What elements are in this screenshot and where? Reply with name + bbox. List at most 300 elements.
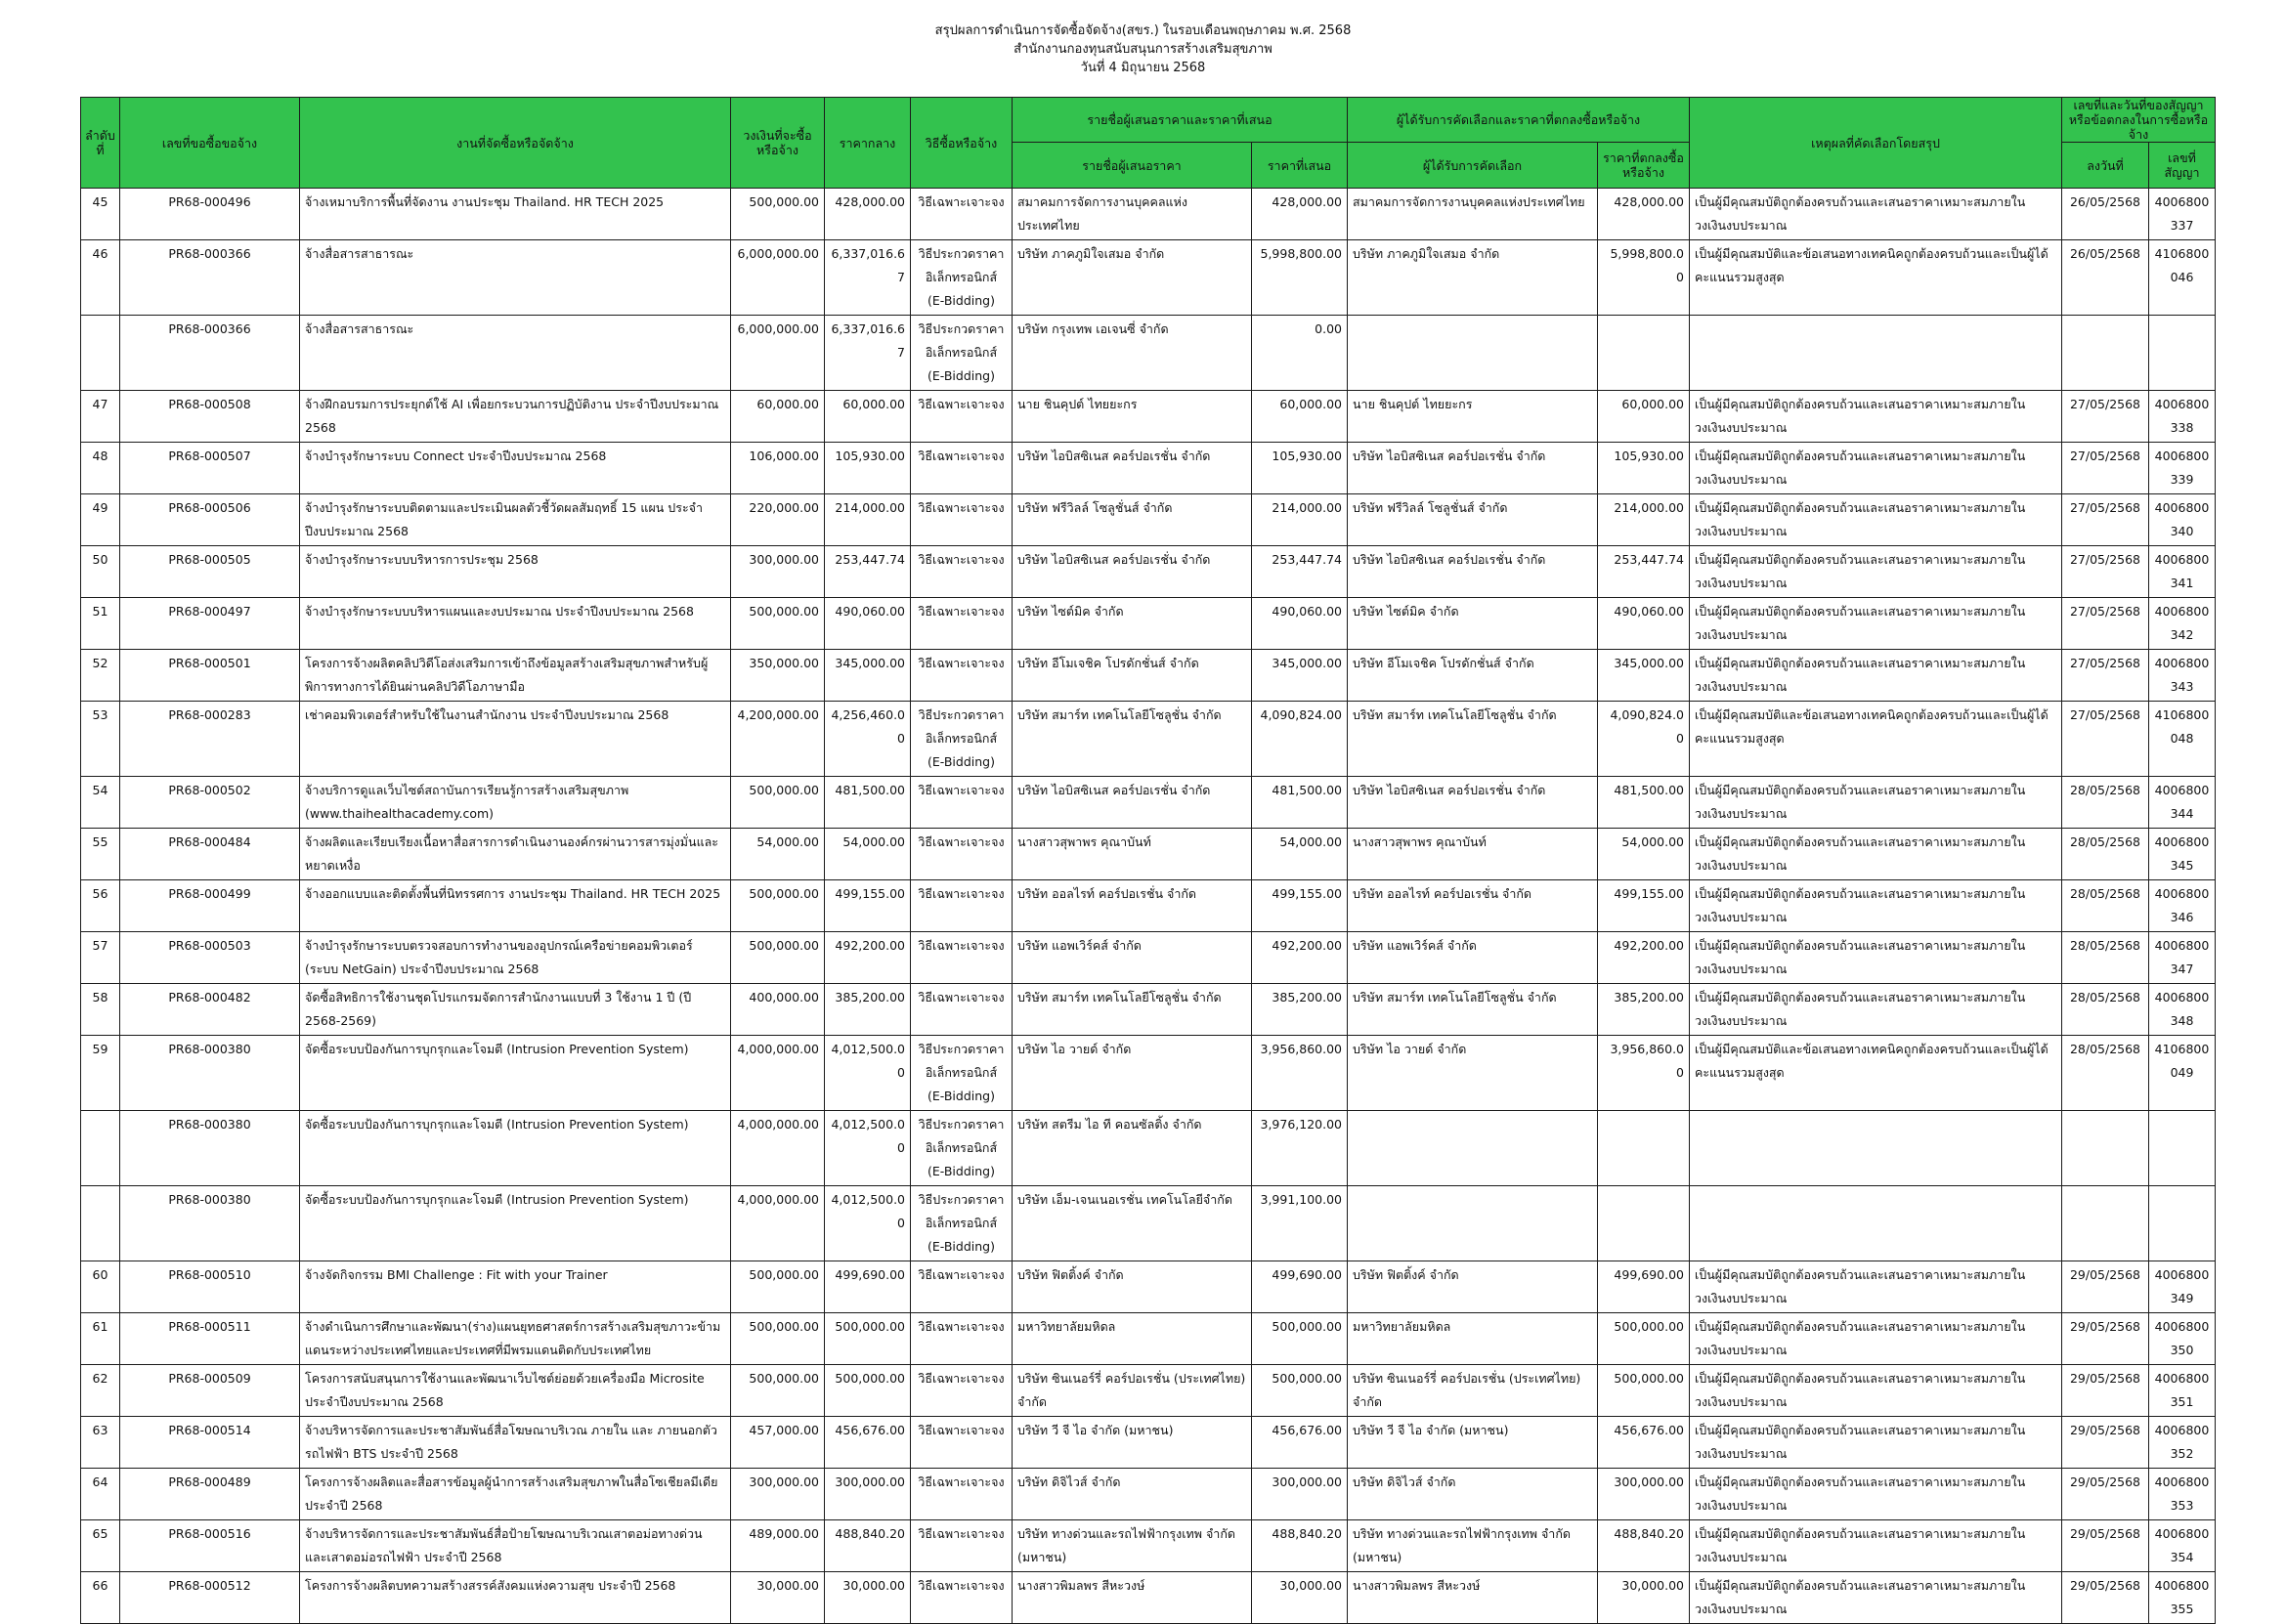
cell-budget: 457,000.00 [731,1417,825,1469]
cell-bidder: นางสาวสุพาพร คุณาบันท์ [1013,829,1252,880]
cell-date: 27/05/2568 [2062,391,2149,443]
cell-no: 56 [81,880,120,932]
cell-median: 490,060.00 [825,598,911,650]
table-row [81,316,2216,391]
cell-method: วิธีเฉพาะเจาะจง [911,932,1013,984]
cell-reason: เป็นผู้มีคุณสมบัติถูกต้องครบถ้วนและเสนอราคาเหมาะสมภายในวงเงินงบประมาณ [1690,189,2062,240]
cell-bid-price: 428,000.00 [1252,189,1348,240]
cell-date: 28/05/2568 [2062,984,2149,1036]
cell-contract-no: 4006800350 [2149,1313,2216,1365]
cell-budget: 4,000,000.00 [731,1036,825,1111]
table-row [81,1520,2216,1572]
cell-method: วิธีเฉพาะเจาะจง [911,1261,1013,1313]
cell-bidder: บริษัท ซินเนอร์รี่ คอร์ปอเรชั่น (ประเทศไทย) จำกัด [1013,1365,1252,1417]
cell-bid-price: 490,060.00 [1252,598,1348,650]
cell-agreed-price: 5,998,800.00 [1598,240,1690,316]
cell-method: วิธีเฉพาะเจาะจง [911,598,1013,650]
cell-winner: บริษัท ไอบิสซิเนส คอร์ปอเรชั่น จำกัด [1348,546,1598,598]
col-header-method: วิธีซื้อหรือจ้าง [911,98,1013,189]
cell-contract-no: 4006800341 [2149,546,2216,598]
cell-work: จ้างบำรุงรักษาระบบตรวจสอบการทำงานของอุปกรณ์เครือข่ายคอมพิวเตอร์ (ระบบ NetGain) ประจำปีงบประมาณ 2568 [300,932,731,984]
cell-bid-price: 488,840.20 [1252,1520,1348,1572]
cell-pr: PR68-000511 [120,1313,300,1365]
cell-reason: เป็นผู้มีคุณสมบัติถูกต้องครบถ้วนและเสนอราคาเหมาะสมภายในวงเงินงบประมาณ [1690,932,2062,984]
cell-pr: PR68-000482 [120,984,300,1036]
cell-no: 51 [81,598,120,650]
cell-median: 253,447.74 [825,546,911,598]
cell-pr: PR68-000503 [120,932,300,984]
cell-date: 29/05/2568 [2062,1417,2149,1469]
cell-bid-price: 105,930.00 [1252,443,1348,494]
cell-median: 214,000.00 [825,494,911,546]
cell-reason: เป็นผู้มีคุณสมบัติและข้อเสนอทางเทคนิคถูกต้องครบถ้วนและเป็นผู้ได้คะแนนรวมสูงสุด [1690,702,2062,777]
cell-contract-no [2149,316,2216,391]
cell-method: วิธีเฉพาะเจาะจง [911,880,1013,932]
cell-date [2062,1186,2149,1261]
cell-work: จัดซื้อระบบป้องกันการบุกรุกและโจมตี (Intrusion Prevention System) [300,1186,731,1261]
cell-bid-price: 0.00 [1252,316,1348,391]
cell-date [2062,1111,2149,1186]
table-row [81,1313,2216,1365]
cell-budget: 500,000.00 [731,1313,825,1365]
cell-median: 6,337,016.67 [825,316,911,391]
cell-contract-no: 4006800355 [2149,1572,2216,1624]
cell-bid-price: 3,956,860.00 [1252,1036,1348,1111]
cell-reason: เป็นผู้มีคุณสมบัติถูกต้องครบถ้วนและเสนอราคาเหมาะสมภายในวงเงินงบประมาณ [1690,1261,2062,1313]
cell-pr: PR68-000512 [120,1572,300,1624]
table-row [81,880,2216,932]
cell-reason [1690,316,2062,391]
cell-pr: PR68-000510 [120,1261,300,1313]
cell-median: 428,000.00 [825,189,911,240]
cell-contract-no: 4006800353 [2149,1469,2216,1520]
cell-budget: 500,000.00 [731,777,825,829]
cell-date: 28/05/2568 [2062,932,2149,984]
cell-reason: เป็นผู้มีคุณสมบัติถูกต้องครบถ้วนและเสนอราคาเหมาะสมภายในวงเงินงบประมาณ [1690,391,2062,443]
table-row [81,1036,2216,1111]
cell-agreed-price: 492,200.00 [1598,932,1690,984]
cell-budget: 500,000.00 [731,189,825,240]
cell-median: 54,000.00 [825,829,911,880]
cell-bidder: บริษัท ไอบิสซิเนส คอร์ปอเรชั่น จำกัด [1013,443,1252,494]
cell-no [81,1111,120,1186]
cell-agreed-price: 60,000.00 [1598,391,1690,443]
cell-method: วิธีประกวดราคาอิเล็กทรอนิกส์ (E-Bidding) [911,1036,1013,1111]
cell-pr: PR68-000514 [120,1417,300,1469]
report-header [0,21,2286,77]
cell-method: วิธีประกวดราคาอิเล็กทรอนิกส์ (E-Bidding) [911,316,1013,391]
col-header-agreed-price: ราคาที่ตกลงซื้อหรือจ้าง [1598,143,1690,189]
cell-budget: 4,000,000.00 [731,1111,825,1186]
cell-date: 29/05/2568 [2062,1572,2149,1624]
cell-pr: PR68-000506 [120,494,300,546]
cell-bid-price: 60,000.00 [1252,391,1348,443]
cell-method: วิธีเฉพาะเจาะจง [911,1313,1013,1365]
cell-reason: เป็นผู้มีคุณสมบัติถูกต้องครบถ้วนและเสนอราคาเหมาะสมภายในวงเงินงบประมาณ [1690,880,2062,932]
cell-median: 6,337,016.67 [825,240,911,316]
cell-median: 481,500.00 [825,777,911,829]
cell-bid-price: 500,000.00 [1252,1313,1348,1365]
cell-no: 66 [81,1572,120,1624]
cell-budget: 4,200,000.00 [731,702,825,777]
cell-contract-no [2149,1111,2216,1186]
cell-winner: บริษัท ไอ วายด์ จำกัด [1348,1036,1598,1111]
cell-date: 29/05/2568 [2062,1313,2149,1365]
cell-budget: 4,000,000.00 [731,1186,825,1261]
cell-bid-price: 3,991,100.00 [1252,1186,1348,1261]
cell-winner: บริษัท ไซต์มิค จำกัด [1348,598,1598,650]
cell-winner: บริษัท ดิจิไวส์ จำกัด [1348,1469,1598,1520]
cell-no: 48 [81,443,120,494]
cell-date: 27/05/2568 [2062,546,2149,598]
cell-agreed-price: 105,930.00 [1598,443,1690,494]
cell-bid-price: 456,676.00 [1252,1417,1348,1469]
cell-bid-price: 54,000.00 [1252,829,1348,880]
col-header-budget: วงเงินที่จะซื้อหรือจ้าง [731,98,825,189]
cell-winner: บริษัท สมาร์ท เทคโนโลยีโซลูชั่น จำกัด [1348,702,1598,777]
cell-reason [1690,1186,2062,1261]
cell-winner: นางสาวพิมลพร สีหะวงษ์ [1348,1572,1598,1624]
cell-winner: บริษัท แอพเวิร์คส์ จำกัด [1348,932,1598,984]
cell-budget: 6,000,000.00 [731,316,825,391]
cell-no: 64 [81,1469,120,1520]
cell-contract-no: 4006800348 [2149,984,2216,1036]
report-title: สรุปผลการดำเนินการจัดซื้อจัดจ้าง(สขร.) ในรอบเดือนพฤษภาคม พ.ศ. 2568 [934,23,1352,38]
col-header-work: งานที่จัดซื้อหรือจัดจ้าง [300,98,731,189]
col-header-selected-group: ผู้ได้รับการคัดเลือกและราคาที่ตกลงซื้อหรือจ้าง [1348,98,1690,143]
cell-work: จ้างเหมาบริการพื้นที่จัดงาน งานประชุม Thailand. HR TECH 2025 [300,189,731,240]
cell-agreed-price: 4,090,824.00 [1598,702,1690,777]
table-row [81,391,2216,443]
cell-no: 58 [81,984,120,1036]
cell-pr: PR68-000489 [120,1469,300,1520]
cell-reason: เป็นผู้มีคุณสมบัติถูกต้องครบถ้วนและเสนอราคาเหมาะสมภายในวงเงินงบประมาณ [1690,1365,2062,1417]
cell-bidder: บริษัท ไอบิสซิเนส คอร์ปอเรชั่น จำกัด [1013,777,1252,829]
cell-bid-price: 300,000.00 [1252,1469,1348,1520]
cell-pr: PR68-000508 [120,391,300,443]
cell-contract-no: 4106800049 [2149,1036,2216,1111]
cell-winner: บริษัท ฟรีวิลล์ โซลูชั่นส์ จำกัด [1348,494,1598,546]
cell-reason: เป็นผู้มีคุณสมบัติถูกต้องครบถ้วนและเสนอราคาเหมาะสมภายในวงเงินงบประมาณ [1690,650,2062,702]
cell-agreed-price: 385,200.00 [1598,984,1690,1036]
cell-bid-price: 499,690.00 [1252,1261,1348,1313]
cell-winner: สมาคมการจัดการงานบุคคลแห่งประเทศไทย [1348,189,1598,240]
cell-winner: บริษัท ภาคภูมิใจเสมอ จำกัด [1348,240,1598,316]
cell-budget: 489,000.00 [731,1520,825,1572]
cell-median: 4,012,500.00 [825,1186,911,1261]
cell-bidder: บริษัท ดิจิไวส์ จำกัด [1013,1469,1252,1520]
cell-bid-price: 492,200.00 [1252,932,1348,984]
cell-work: จัดซื้อระบบป้องกันการบุกรุกและโจมตี (Intrusion Prevention System) [300,1036,731,1111]
table-row [81,650,2216,702]
cell-pr: PR68-000501 [120,650,300,702]
cell-work: จ้างบำรุงรักษาระบบ Connect ประจำปีงบประมาณ 2568 [300,443,731,494]
cell-agreed-price: 54,000.00 [1598,829,1690,880]
cell-median: 105,930.00 [825,443,911,494]
cell-pr: PR68-000380 [120,1186,300,1261]
col-header-no: ลำดับที่ [81,98,120,189]
cell-date: 29/05/2568 [2062,1261,2149,1313]
cell-bidder: บริษัท เอ็ม-เจนเนอเรชั่น เทคโนโลยีจำกัด [1013,1186,1252,1261]
cell-winner: บริษัท ไอบิสซิเนส คอร์ปอเรชั่น จำกัด [1348,443,1598,494]
cell-work: จ้างจัดกิจกรรม BMI Challenge : Fit with your Trainer [300,1261,731,1313]
table-row [81,1261,2216,1313]
cell-reason: เป็นผู้มีคุณสมบัติถูกต้องครบถ้วนและเสนอราคาเหมาะสมภายในวงเงินงบประมาณ [1690,1469,2062,1520]
col-header-winner: ผู้ได้รับการคัดเลือก [1348,143,1598,189]
cell-agreed-price: 488,840.20 [1598,1520,1690,1572]
cell-work: จ้างสื่อสารสาธารณะ [300,240,731,316]
cell-budget: 106,000.00 [731,443,825,494]
cell-date: 28/05/2568 [2062,829,2149,880]
cell-winner: บริษัท วี จี ไอ จำกัด (มหาชน) [1348,1417,1598,1469]
cell-agreed-price: 456,676.00 [1598,1417,1690,1469]
cell-budget: 30,000.00 [731,1572,825,1624]
cell-median: 4,256,460.00 [825,702,911,777]
cell-reason: เป็นผู้มีคุณสมบัติถูกต้องครบถ้วนและเสนอราคาเหมาะสมภายในวงเงินงบประมาณ [1690,1572,2062,1624]
cell-no: 54 [81,777,120,829]
cell-agreed-price [1598,316,1690,391]
cell-work: โครงการจ้างผลิตบทความสร้างสรรค์สังคมแห่งความสุข ประจำปี 2568 [300,1572,731,1624]
cell-agreed-price: 30,000.00 [1598,1572,1690,1624]
cell-method: วิธีเฉพาะเจาะจง [911,546,1013,598]
cell-bidder: บริษัท อีโมเจชิค โปรดักชั่นส์ จำกัด [1013,650,1252,702]
col-header-reason: เหตุผลที่คัดเลือกโดยสรุป [1690,98,2062,189]
cell-agreed-price: 3,956,860.00 [1598,1036,1690,1111]
cell-pr: PR68-000516 [120,1520,300,1572]
cell-agreed-price: 500,000.00 [1598,1365,1690,1417]
cell-median: 492,200.00 [825,932,911,984]
table-row [81,598,2216,650]
cell-budget: 300,000.00 [731,1469,825,1520]
table-row [81,1111,2216,1186]
cell-contract-no: 4006800347 [2149,932,2216,984]
cell-median: 488,840.20 [825,1520,911,1572]
col-header-contract-no: เลขที่สัญญา [2149,143,2216,189]
cell-median: 4,012,500.00 [825,1111,911,1186]
cell-method: วิธีเฉพาะเจาะจง [911,829,1013,880]
cell-date [2062,316,2149,391]
cell-bidder: บริษัท ไอบิสซิเนส คอร์ปอเรชั่น จำกัด [1013,546,1252,598]
cell-bidder: มหาวิทยาลัยมหิดล [1013,1313,1252,1365]
cell-no: 57 [81,932,120,984]
cell-pr: PR68-000496 [120,189,300,240]
cell-winner: บริษัท อีโมเจชิค โปรดักชั่นส์ จำกัด [1348,650,1598,702]
cell-winner [1348,1186,1598,1261]
cell-work: จ้างบริหารจัดการและประชาสัมพันธ์สื่อป้ายโฆษณาบริเวณเสาตอม่อทางด่วน และเสาตอม่อรถไฟฟ้า ประจำปี 2568 [300,1520,731,1572]
cell-method: วิธีเฉพาะเจาะจง [911,1520,1013,1572]
cell-median: 500,000.00 [825,1313,911,1365]
cell-work: จัดซื้อสิทธิการใช้งานชุดโปรแกรมจัดการสำนักงานแบบที่ 3 ใช้งาน 1 ปี (ปี 2568-2569) [300,984,731,1036]
cell-reason: เป็นผู้มีคุณสมบัติถูกต้องครบถ้วนและเสนอราคาเหมาะสมภายในวงเงินงบประมาณ [1690,829,2062,880]
cell-budget: 300,000.00 [731,546,825,598]
cell-agreed-price: 428,000.00 [1598,189,1690,240]
col-header-date: ลงวันที่ [2062,143,2149,189]
cell-median: 499,690.00 [825,1261,911,1313]
cell-contract-no: 4006800343 [2149,650,2216,702]
cell-agreed-price: 300,000.00 [1598,1469,1690,1520]
cell-bid-price: 253,447.74 [1252,546,1348,598]
cell-budget: 54,000.00 [731,829,825,880]
cell-bid-price: 500,000.00 [1252,1365,1348,1417]
cell-no: 59 [81,1036,120,1111]
cell-method: วิธีเฉพาะเจาะจง [911,1365,1013,1417]
cell-winner: บริษัท ฟิตติ้งค์ จำกัด [1348,1261,1598,1313]
cell-agreed-price: 253,447.74 [1598,546,1690,598]
cell-bid-price: 3,976,120.00 [1252,1111,1348,1186]
cell-work: จ้างสื่อสารสาธารณะ [300,316,731,391]
cell-method: วิธีประกวดราคาอิเล็กทรอนิกส์ (E-Bidding) [911,1111,1013,1186]
cell-pr: PR68-000499 [120,880,300,932]
cell-no: 45 [81,189,120,240]
cell-method: วิธีเฉพาะเจาะจง [911,494,1013,546]
cell-work: โครงการจ้างผลิตและสื่อสารข้อมูลผู้นำการสร้างเสริมสุขภาพในสื่อโซเชียลมีเดีย ประจำปี 2568 [300,1469,731,1520]
cell-no: 61 [81,1313,120,1365]
cell-work: จ้างผลิตและเรียบเรียงเนื้อหาสื่อสารการดำเนินงานองค์กรผ่านวารสารมุ่งมั่นและหยาดเหงื่อ [300,829,731,880]
cell-reason: เป็นผู้มีคุณสมบัติถูกต้องครบถ้วนและเสนอราคาเหมาะสมภายในวงเงินงบประมาณ [1690,443,2062,494]
cell-bid-price: 214,000.00 [1252,494,1348,546]
cell-budget: 500,000.00 [731,1261,825,1313]
cell-contract-no: 4006800345 [2149,829,2216,880]
cell-winner: บริษัท ทางด่วนและรถไฟฟ้ากรุงเทพ จำกัด (มหาชน) [1348,1520,1598,1572]
cell-median: 300,000.00 [825,1469,911,1520]
cell-agreed-price: 345,000.00 [1598,650,1690,702]
cell-date: 27/05/2568 [2062,443,2149,494]
cell-method: วิธีประกวดราคาอิเล็กทรอนิกส์ (E-Bidding) [911,702,1013,777]
cell-method: วิธีเฉพาะเจาะจง [911,1572,1013,1624]
cell-pr: PR68-000366 [120,240,300,316]
cell-pr: PR68-000283 [120,702,300,777]
col-header-pr: เลขที่ขอซื้อขอจ้าง [120,98,300,189]
cell-reason: เป็นผู้มีคุณสมบัติถูกต้องครบถ้วนและเสนอราคาเหมาะสมภายในวงเงินงบประมาณ [1690,777,2062,829]
cell-work: จ้างบำรุงรักษาระบบติดตามและประเมินผลตัวชี้วัดผลสัมฤทธิ์ 15 แผน ประจำปีงบประมาณ 2568 [300,494,731,546]
cell-bidder: บริษัท สมาร์ท เทคโนโลยีโซลูชั่น จำกัด [1013,702,1252,777]
cell-agreed-price: 499,155.00 [1598,880,1690,932]
cell-bid-price: 481,500.00 [1252,777,1348,829]
cell-budget: 400,000.00 [731,984,825,1036]
col-header-bidders-group: รายชื่อผู้เสนอราคาและราคาที่เสนอ [1013,98,1348,143]
cell-bidder: บริษัท ฟรีวิลล์ โซลูชั่นส์ จำกัด [1013,494,1252,546]
cell-budget: 500,000.00 [731,1365,825,1417]
cell-budget: 500,000.00 [731,598,825,650]
cell-winner: บริษัท ซินเนอร์รี่ คอร์ปอเรชั่น (ประเทศไทย) จำกัด [1348,1365,1598,1417]
cell-budget: 60,000.00 [731,391,825,443]
cell-contract-no: 4006800342 [2149,598,2216,650]
cell-median: 4,012,500.00 [825,1036,911,1111]
cell-agreed-price: 214,000.00 [1598,494,1690,546]
cell-bid-price: 499,155.00 [1252,880,1348,932]
cell-method: วิธีเฉพาะเจาะจง [911,650,1013,702]
cell-bidder: บริษัท ไอ วายด์ จำกัด [1013,1036,1252,1111]
cell-date: 27/05/2568 [2062,702,2149,777]
cell-contract-no: 4006800346 [2149,880,2216,932]
cell-contract-no: 4106800046 [2149,240,2216,316]
table-row [81,829,2216,880]
cell-pr: PR68-000380 [120,1036,300,1111]
cell-pr: PR68-000380 [120,1111,300,1186]
cell-work: จัดซื้อระบบป้องกันการบุกรุกและโจมตี (Intrusion Prevention System) [300,1111,731,1186]
cell-no: 50 [81,546,120,598]
procurement-table [80,97,2216,1624]
cell-method: วิธีเฉพาะเจาะจง [911,1417,1013,1469]
cell-no: 60 [81,1261,120,1313]
cell-reason: เป็นผู้มีคุณสมบัติถูกต้องครบถ้วนและเสนอราคาเหมาะสมภายในวงเงินงบประมาณ [1690,598,2062,650]
cell-reason: เป็นผู้มีคุณสมบัติถูกต้องครบถ้วนและเสนอราคาเหมาะสมภายในวงเงินงบประมาณ [1690,494,2062,546]
cell-method: วิธีเฉพาะเจาะจง [911,189,1013,240]
cell-method: วิธีเฉพาะเจาะจง [911,391,1013,443]
cell-contract-no: 4006800351 [2149,1365,2216,1417]
organization-name: สำนักงานกองทุนสนับสนุนการสร้างเสริมสุขภาพ [1014,42,1272,57]
cell-date: 27/05/2568 [2062,494,2149,546]
cell-pr: PR68-000502 [120,777,300,829]
cell-contract-no [2149,1186,2216,1261]
table-row [81,494,2216,546]
cell-pr: PR68-000366 [120,316,300,391]
cell-winner: นาย ชินคุปต์ ไทยยะกร [1348,391,1598,443]
cell-bidder: บริษัท ภาคภูมิใจเสมอ จำกัด [1013,240,1252,316]
col-header-contract-group: เลขที่และวันที่ของสัญญาหรือข้อตกลงในการซื้อหรือจ้าง [2062,98,2216,143]
cell-no: 52 [81,650,120,702]
cell-bidder: สมาคมการจัดการงานบุคคลแห่งประเทศไทย [1013,189,1252,240]
cell-median: 60,000.00 [825,391,911,443]
cell-bid-price: 385,200.00 [1252,984,1348,1036]
cell-bidder: บริษัท วี จี ไอ จำกัด (มหาชน) [1013,1417,1252,1469]
cell-work: เช่าคอมพิวเตอร์สำหรับใช้ในงานสำนักงาน ประจำปีงบประมาณ 2568 [300,702,731,777]
cell-reason: เป็นผู้มีคุณสมบัติและข้อเสนอทางเทคนิคถูกต้องครบถ้วนและเป็นผู้ได้คะแนนรวมสูงสุด [1690,240,2062,316]
table-row [81,702,2216,777]
table-row [81,240,2216,316]
col-header-bid-price: ราคาที่เสนอ [1252,143,1348,189]
cell-budget: 6,000,000.00 [731,240,825,316]
cell-method: วิธีประกวดราคาอิเล็กทรอนิกส์ (E-Bidding) [911,240,1013,316]
cell-pr: PR68-000505 [120,546,300,598]
cell-winner [1348,316,1598,391]
table-row [81,1417,2216,1469]
cell-contract-no: 4006800340 [2149,494,2216,546]
cell-contract-no: 4006800344 [2149,777,2216,829]
cell-date: 29/05/2568 [2062,1365,2149,1417]
cell-no [81,1186,120,1261]
cell-bid-price: 345,000.00 [1252,650,1348,702]
cell-winner: บริษัท ออลไรท์ คอร์ปอเรชั่น จำกัด [1348,880,1598,932]
cell-winner: บริษัท ไอบิสซิเนส คอร์ปอเรชั่น จำกัด [1348,777,1598,829]
cell-date: 28/05/2568 [2062,777,2149,829]
cell-bid-price: 4,090,824.00 [1252,702,1348,777]
cell-contract-no: 4006800349 [2149,1261,2216,1313]
cell-reason: เป็นผู้มีคุณสมบัติถูกต้องครบถ้วนและเสนอราคาเหมาะสมภายในวงเงินงบประมาณ [1690,1417,2062,1469]
cell-agreed-price: 500,000.00 [1598,1313,1690,1365]
cell-agreed-price: 499,690.00 [1598,1261,1690,1313]
cell-contract-no: 4006800339 [2149,443,2216,494]
table-row [81,1469,2216,1520]
cell-no: 62 [81,1365,120,1417]
cell-bidder: บริษัท ทางด่วนและรถไฟฟ้ากรุงเทพ จำกัด (มหาชน) [1013,1520,1252,1572]
cell-agreed-price: 490,060.00 [1598,598,1690,650]
cell-reason [1690,1111,2062,1186]
cell-no: 49 [81,494,120,546]
cell-method: วิธีเฉพาะเจาะจง [911,984,1013,1036]
cell-winner: บริษัท สมาร์ท เทคโนโลยีโซลูชั่น จำกัด [1348,984,1598,1036]
cell-median: 385,200.00 [825,984,911,1036]
cell-date: 27/05/2568 [2062,598,2149,650]
cell-no: 55 [81,829,120,880]
cell-no: 53 [81,702,120,777]
cell-bid-price: 30,000.00 [1252,1572,1348,1624]
cell-date: 29/05/2568 [2062,1469,2149,1520]
cell-winner: นางสาวสุพาพร คุณาบันท์ [1348,829,1598,880]
cell-budget: 350,000.00 [731,650,825,702]
cell-work: จ้างบริการดูแลเว็บไซต์สถาบันการเรียนรู้การสร้างเสริมสุขภาพ (www.thaihealthacademy.com) [300,777,731,829]
table-row [81,546,2216,598]
